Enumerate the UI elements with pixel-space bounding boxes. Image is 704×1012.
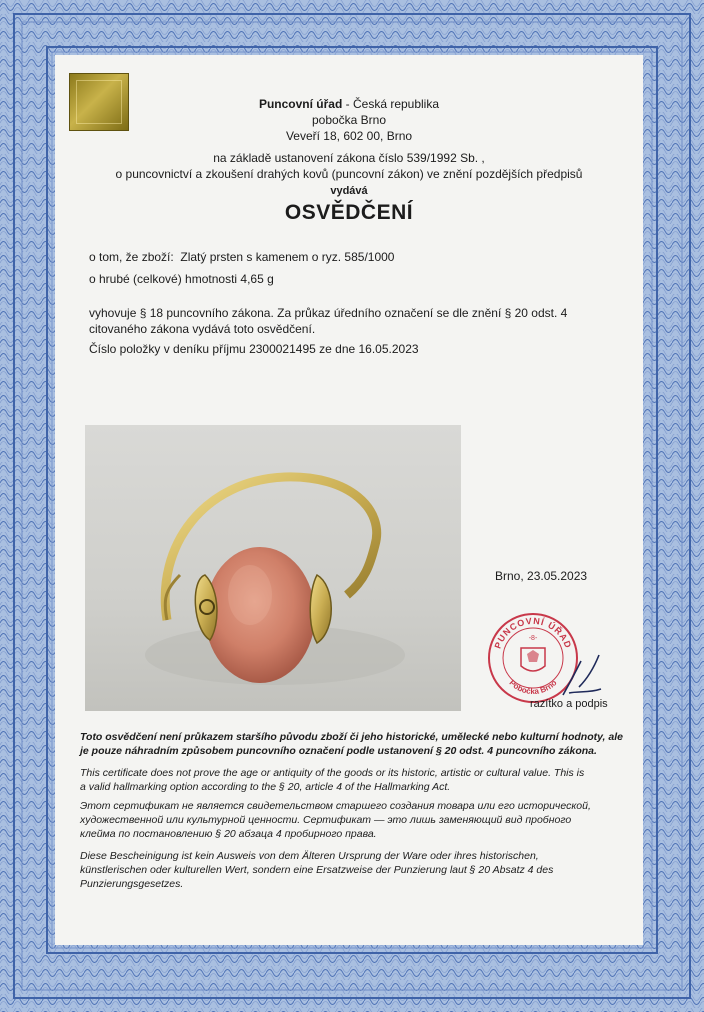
disclaimer-de-line2: künstlerischen oder kulturellen Wert, sondern eine Ersatzweise der Punzierung laut § 20 Absatz 4 des (80, 864, 554, 876)
office-name: Puncovní úřad (258, 97, 343, 111)
disclaimer-en-line1: This certificate does not prove the age or antiquity of the goods or its historic, artistic or cultural value. This is (80, 767, 585, 779)
disclaimer-de-line3: Punzierungsgesetzes. (80, 878, 184, 890)
stamp-bottom-text: Pobočka Brno (507, 678, 559, 697)
office-branch: pobočka Brno (311, 113, 387, 127)
place-date: Brno, 23.05.2023 (495, 569, 588, 583)
legal-basis-line2: o puncovnictví a zkoušení drahých kovů (puncovní zákon) ve znění pozdějších předpisů (115, 167, 583, 181)
stamp-top-text: PUNCOVNÍ ÚŘAD (492, 615, 574, 650)
certificate-title: OSVĚDČENÍ (284, 201, 414, 224)
ring-photo (85, 425, 461, 711)
signature-label: razítko a podpis (530, 698, 608, 710)
legal-basis-line1: na základě ustanovení zákona číslo 539/1992 Sb. , (213, 151, 485, 165)
stamp-number: -8- (528, 635, 538, 642)
disclaimer-cz-line1: Toto osvědčení není průkazem staršího původu zboží či jeho historické, umělecké nebo kulturní hodnoty, ale (80, 731, 623, 743)
item-weight: o hrubé (celkové) hmotnosti 4,65 g (89, 272, 274, 286)
compliance-line2: citovaného zákona vydává toto osvědčení. (89, 322, 316, 336)
disclaimer-czech (80, 730, 628, 758)
svg-text:Pobočka Brno (508, 678, 559, 696)
disclaimer-cz-line2: je pouze náhradním způsobem puncovního označení podle ustanovení § 20 odst. 4 puncovního zákona. (80, 745, 597, 757)
item-description (89, 250, 394, 265)
disclaimer-ru-line1: Этот сертификат не является свидетельством старшего создания товара или его исторической, (80, 800, 591, 812)
item-value: Zlatý prsten s kamenem o ryz. 585/1000 (180, 250, 395, 264)
disclaimer-ru-line3: клейма по постановлению § 20 абзаца 4 пробирного права. (80, 828, 377, 840)
office-heading (55, 97, 643, 112)
disclaimer-english (80, 766, 628, 794)
disclaimer-de-line1: Diese Bescheinigung ist kein Ausweis von dem Älteren Ursprung der Ware oder ihres historischen, (80, 850, 539, 862)
disclaimer-german (80, 849, 628, 891)
office-country: - Česká republika (342, 97, 440, 111)
compliance-line1: vyhovuje § 18 puncovního zákona. Za průkaz úředního označení se dle znění § 20 odst. 4 (89, 306, 568, 320)
disclaimer-ru-line2: художественной или культурной ценности. Сертификат — это лишь заменяющий вид пробного (80, 814, 572, 826)
office-address: Veveří 18, 602 00, Brno (285, 129, 413, 143)
certificate-sheet (55, 55, 643, 945)
registry-number: Číslo položky v deníku příjmu 2300021495 ze dne 16.05.2023 (89, 342, 419, 356)
ring-illustration (85, 425, 461, 711)
disclaimer-en-line2: a valid hallmarking option according to the § 20, article 4 of the Hallmarking Act. (80, 781, 451, 793)
item-label: o tom, že zboží: (89, 250, 174, 264)
svg-text:PUNCOVNÍ ÚŘAD (492, 616, 573, 650)
disclaimer-russian (80, 799, 628, 841)
issues-label: vydává (330, 185, 368, 197)
